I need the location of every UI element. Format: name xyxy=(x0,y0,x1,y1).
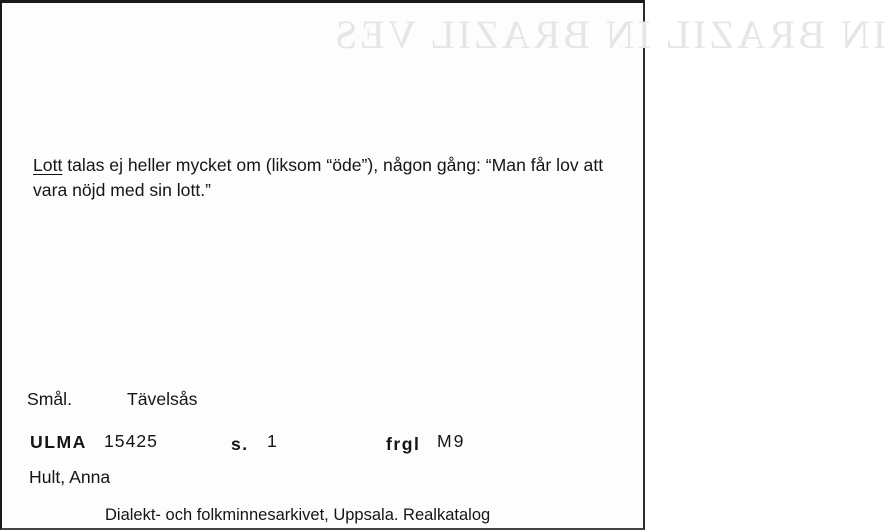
page-label: s. xyxy=(231,434,249,454)
card-footer: Dialekt- och folkminnesarkivet, Uppsala. Realkatalog xyxy=(105,506,491,524)
questionnaire-code: M9 xyxy=(437,431,466,451)
questionnaire-label: frgl xyxy=(386,434,421,454)
keyword-underlined: Lott xyxy=(33,155,63,175)
archive-number: 15425 xyxy=(104,431,158,451)
informant-name: Hult, Anna xyxy=(29,467,111,487)
archive-label: ULMA xyxy=(30,432,87,452)
page-number: 1 xyxy=(267,431,277,451)
body-sentence: talas ej heller mycket om (liksom “öde”), någon gång: “Man får lov att vara nöjd med sin lott.” xyxy=(33,155,604,200)
card-body-text xyxy=(33,153,623,203)
bleed-through-text: IN BRAZIL IN BRAZIL VES xyxy=(332,12,886,57)
parish-label: Tävelsås xyxy=(127,389,198,409)
region-label: Smål. xyxy=(27,389,72,409)
